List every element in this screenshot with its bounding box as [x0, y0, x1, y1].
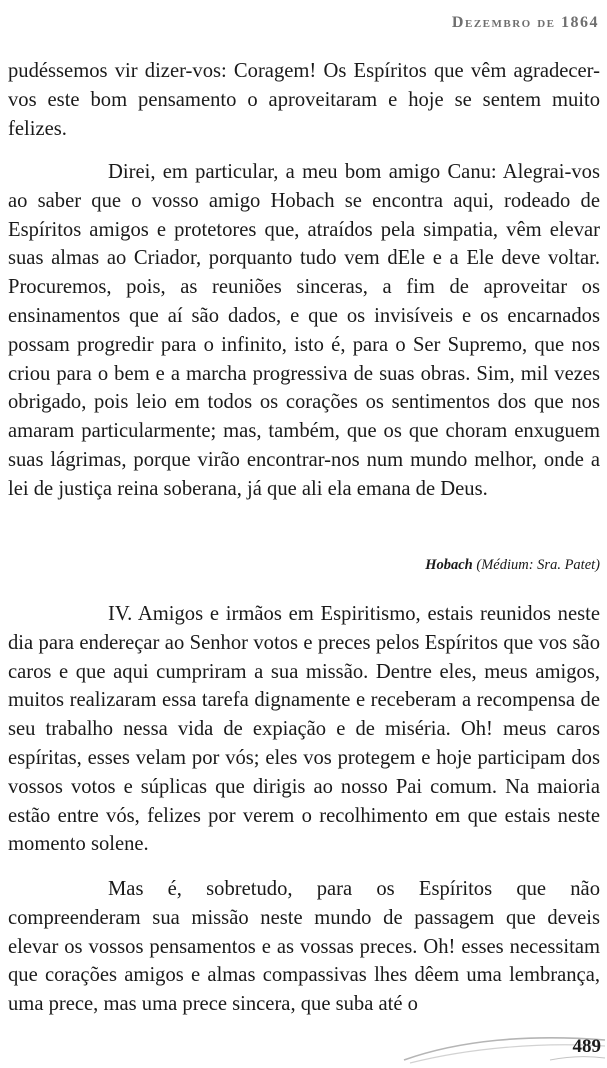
- paragraph-section-iv: IV. Amigos e irmãos em Espiritismo, estais reunidos neste dia para endereçar ao Senhor votos e preces pelos Espíritos que vos são caros e que aqui cumpriram a sua missão. Dentre eles, meus amigos, muitos realizaram essa tarefa dignamente e receberam a recompensa de seu trabalho nessa vida de expiação e de miséria. Oh! meus caros espíritas, esses velam por vós; eles vos protegem e hoje participam dos vossos votos e súplicas que dirigis ao nosso Pai comum. Na maioria estão entre vós, felizes por verem o recolhimento em que estais neste momento solene.: [8, 603, 600, 856]
- page-number: 489: [572, 1036, 601, 1057]
- paragraph-continuation: pudéssemos vir dizer-vos: Coragem! Os Espíritos que vêm agradecer-vos este bom pensamento o aproveitaram e hoje se sentem muito felizes.: [8, 60, 600, 140]
- message-attribution: [425, 557, 600, 574]
- paragraph-spirits-prayer: Mas é, sobretudo, para os Espíritos que não compreenderam sua missão neste mundo de passagem que deveis elevar os vossos pensamentos e as vossas preces. Oh! esses necessitam que corações amigos e almas compassivas lhes dêem uma lembrança, uma prece, mas uma prece sincera, que suba até o: [8, 878, 600, 1016]
- running-header: Dezembro de 1864: [451, 14, 599, 31]
- attribution-author: Hobach: [425, 557, 473, 573]
- attribution-medium: (Médium: Sra. Patet): [476, 557, 600, 573]
- page-footer: [400, 1030, 607, 1068]
- paragraph-canu-message: Direi, em particular, a meu bom amigo Canu: Alegrai-vos ao saber que o vosso amigo Hobach se encontra aqui, rodeado de Espíritos amigos e protetores que, atraídos pela simpatia, vêm elevar suas almas ao Criador, porquanto tudo vem dEle e a Ele deve voltar. Procuremos, pois, as reuniões sinceras, a fim de aproveitar os ensinamentos que aí são dados, e que os invisíveis e os encarnados possam progredir para o infinito, isto é, para o Ser Supremo, que nos criou para o bem e a marcha progressiva de suas obras. Sim, mil vezes obrigado, pois leio em todos os corações os sentimentos dos que nos amaram particularmente; mas, também, que os que choram enxuguem suas lágrimas, porque virão encontrar-nos num mundo melhor, onde a lei de justiça reina soberana, já que ali ela emana de Deus.: [8, 161, 600, 500]
